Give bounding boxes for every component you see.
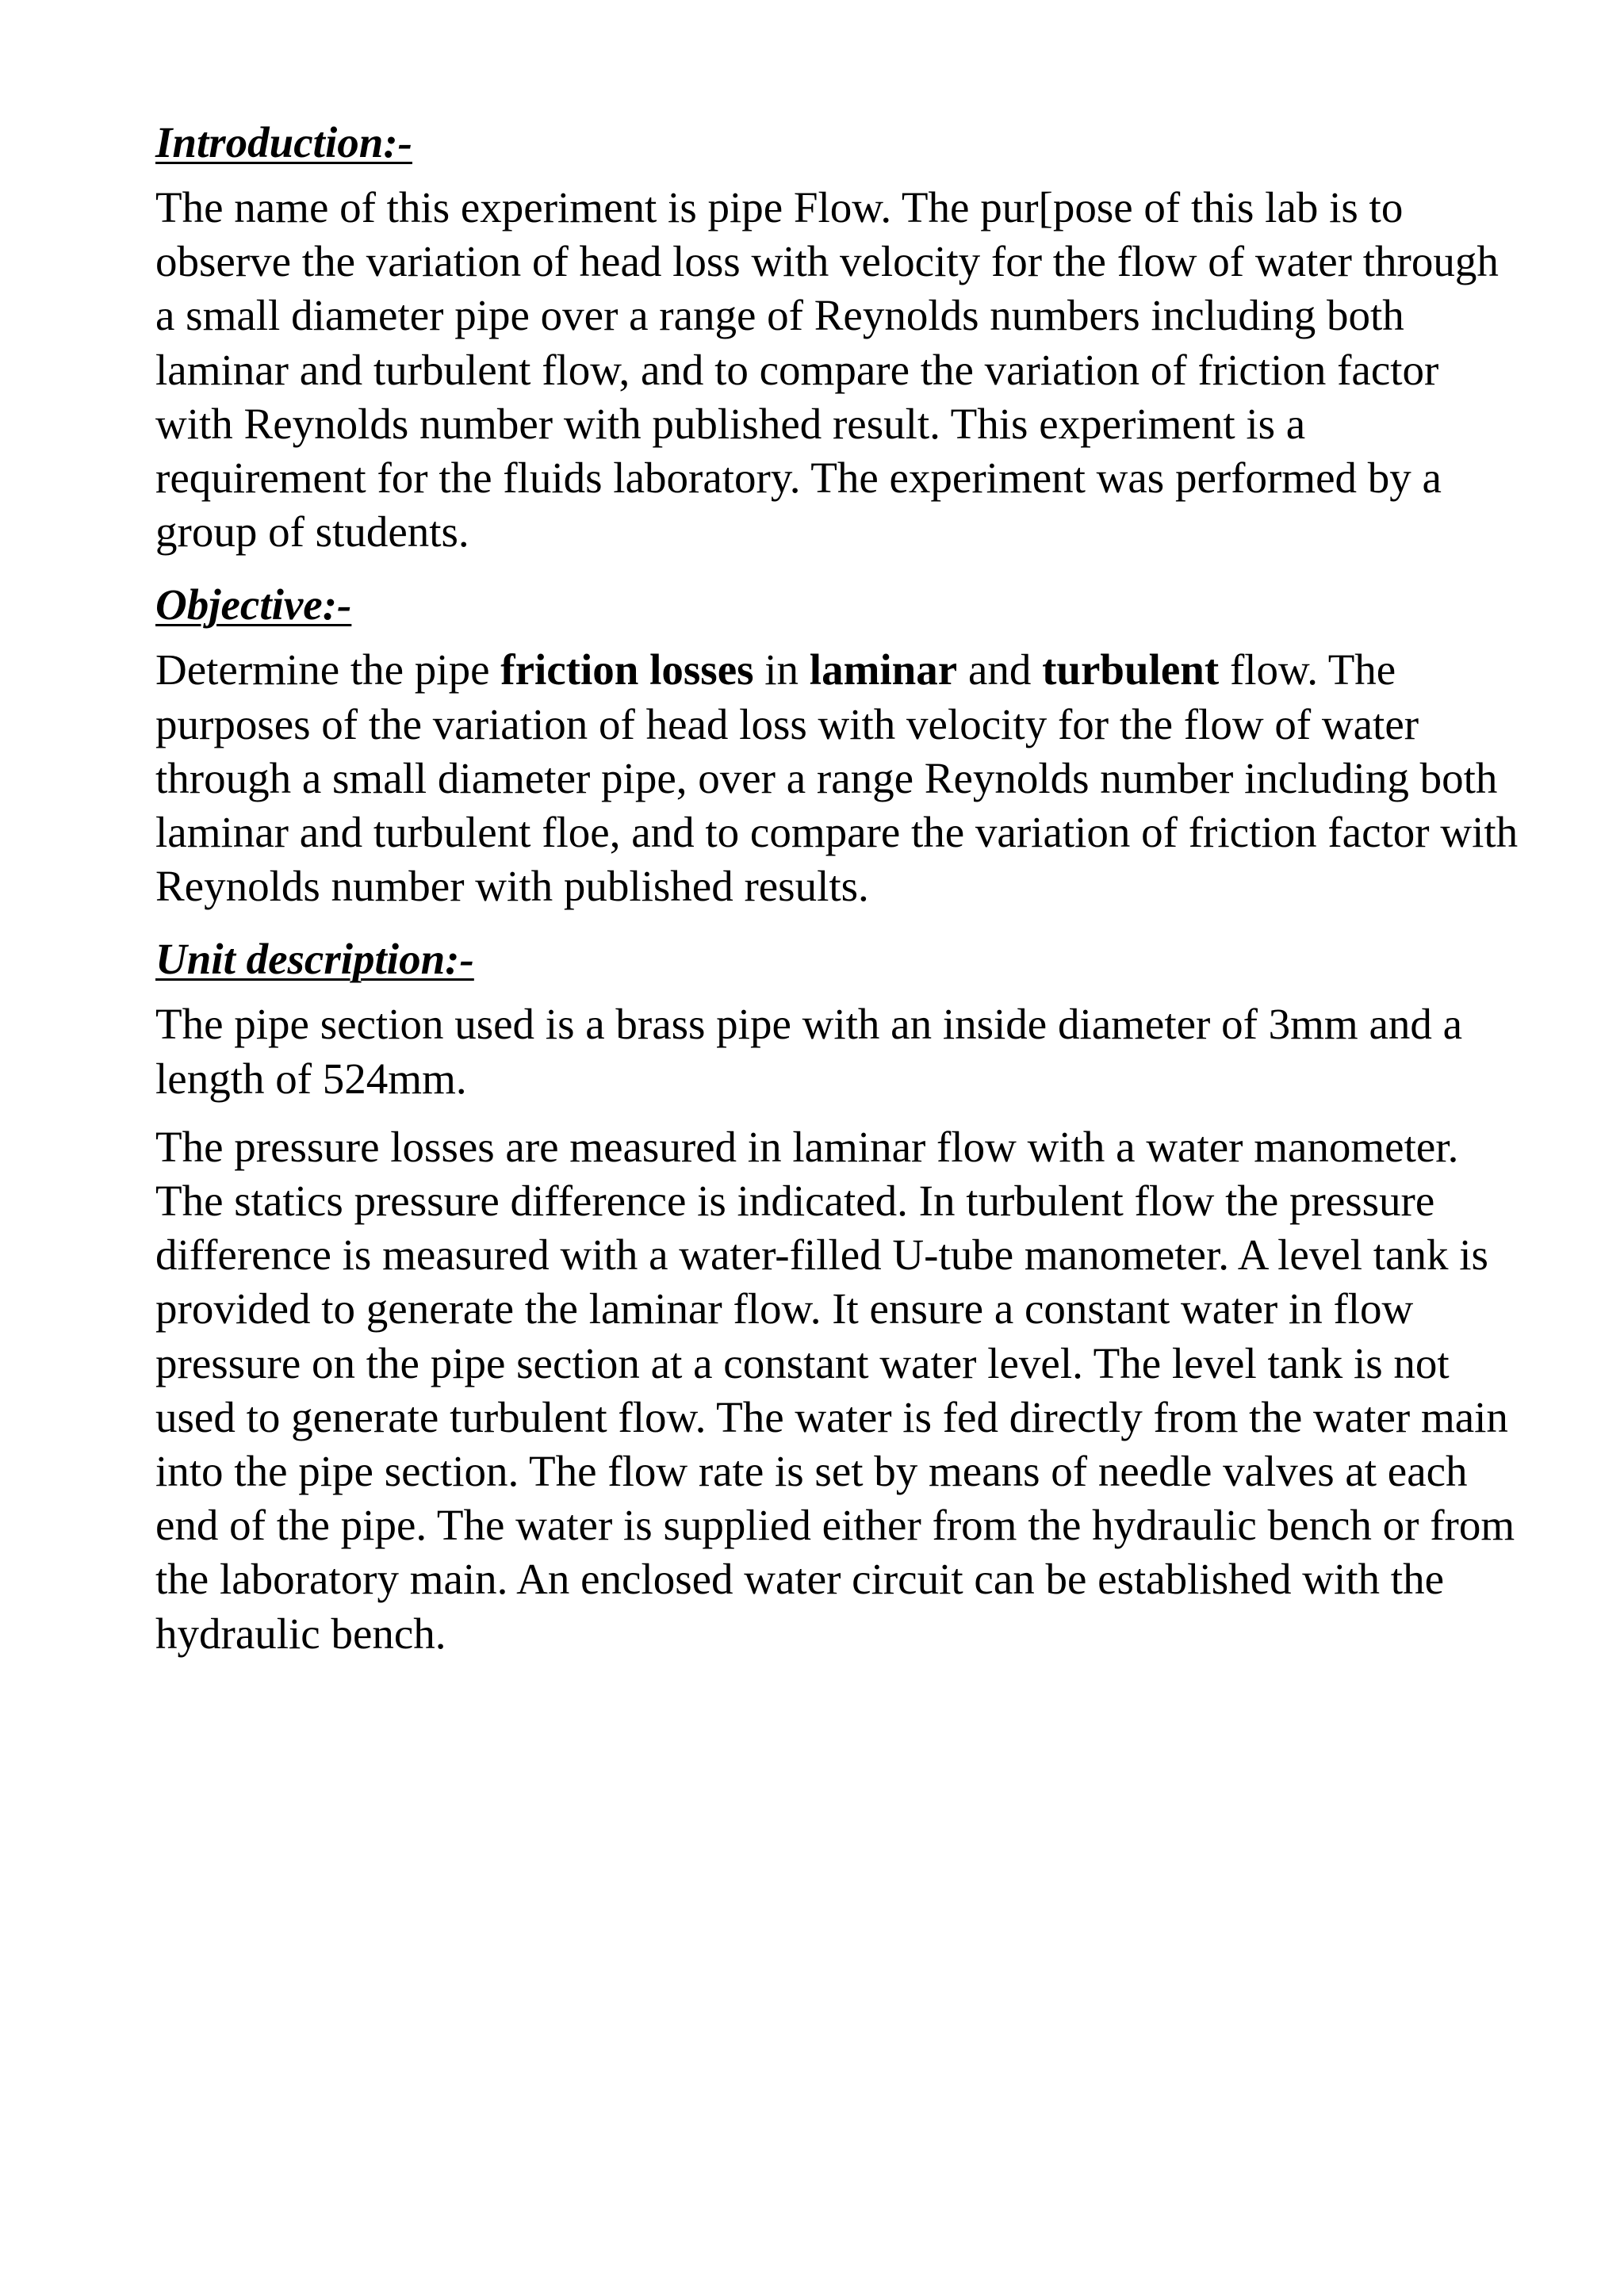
unit-description-line: used to generate turbulent flow. The water is fed directly from the water main [155,1392,1508,1441]
unit-description-line: hydraulic bench. [155,1609,446,1658]
laminar-emphasis: laminar [809,645,958,695]
objective-heading: Objective:- [155,580,352,629]
unit-description-paragraph-2 [155,1120,1535,1661]
unit-description-paragraph-1 [155,997,1535,1105]
unit-description-line: The statics pressure difference is indicated. In turbulent flow the pressure [155,1177,1435,1226]
introduction-line: The name of this experiment is pipe Flow. The pur[pose of this lab is to [155,183,1404,232]
objective-line: Reynolds number with published results. [155,862,869,911]
introduction-line: observe the variation of head loss with velocity for the flow of water through [155,237,1499,286]
unit-description-line: difference is measured with a water-filled U-tube manometer. A level tank is [155,1230,1488,1280]
unit-description-heading: Unit description:- [155,935,474,984]
introduction-line: laminar and turbulent flow, and to compare the variation of friction factor [155,345,1439,394]
introduction-line: group of students. [155,507,469,557]
unit-description-line: provided to generate the laminar flow. It ensure a constant water in flow [155,1284,1414,1334]
objective-line: through a small diameter pipe, over a range Reynolds number including both [155,753,1498,802]
introduction-line: requirement for the fluids laboratory. The experiment was performed by a [155,453,1442,503]
document-page [155,111,1535,1675]
objective-text: and [957,645,1043,695]
objective-line [155,643,1535,697]
unit-description-line: The pressure losses are measured in laminar flow with a water manometer. [155,1122,1459,1171]
unit-description-line: the laboratory main. An enclosed water circuit can be established with the [155,1555,1444,1604]
unit-description-line: The pipe section used is a brass pipe with an inside diameter of 3mm and a [155,1000,1463,1049]
introduction-paragraph [155,181,1535,559]
objective-paragraph [155,643,1535,913]
friction-losses-emphasis: friction losses [500,645,754,695]
objective-text: Determine the pipe [155,645,501,695]
introduction-line: with Reynolds number with published result. This experiment is a [155,399,1306,448]
introduction-heading: Introduction:- [155,118,412,166]
objective-text: in [753,645,810,695]
unit-description-line: length of 524mm. [155,1054,467,1103]
unit-description-line: pressure on the pipe section at a constant water level. The level tank is not [155,1338,1450,1387]
objective-line: laminar and turbulent floe, and to compare the variation of friction factor with [155,808,1519,857]
objective-line: purposes of the variation of head loss with velocity for the flow of water [155,699,1419,748]
introduction-line: a small diameter pipe over a range of Reynolds numbers including both [155,291,1404,340]
objective-text: flow. The [1219,645,1396,695]
unit-description-line: into the pipe section. The flow rate is set by means of needle valves at each [155,1447,1468,1496]
turbulent-emphasis: turbulent [1042,645,1220,695]
unit-description-line: end of the pipe. The water is supplied either from the hydraulic bench or from [155,1501,1515,1550]
